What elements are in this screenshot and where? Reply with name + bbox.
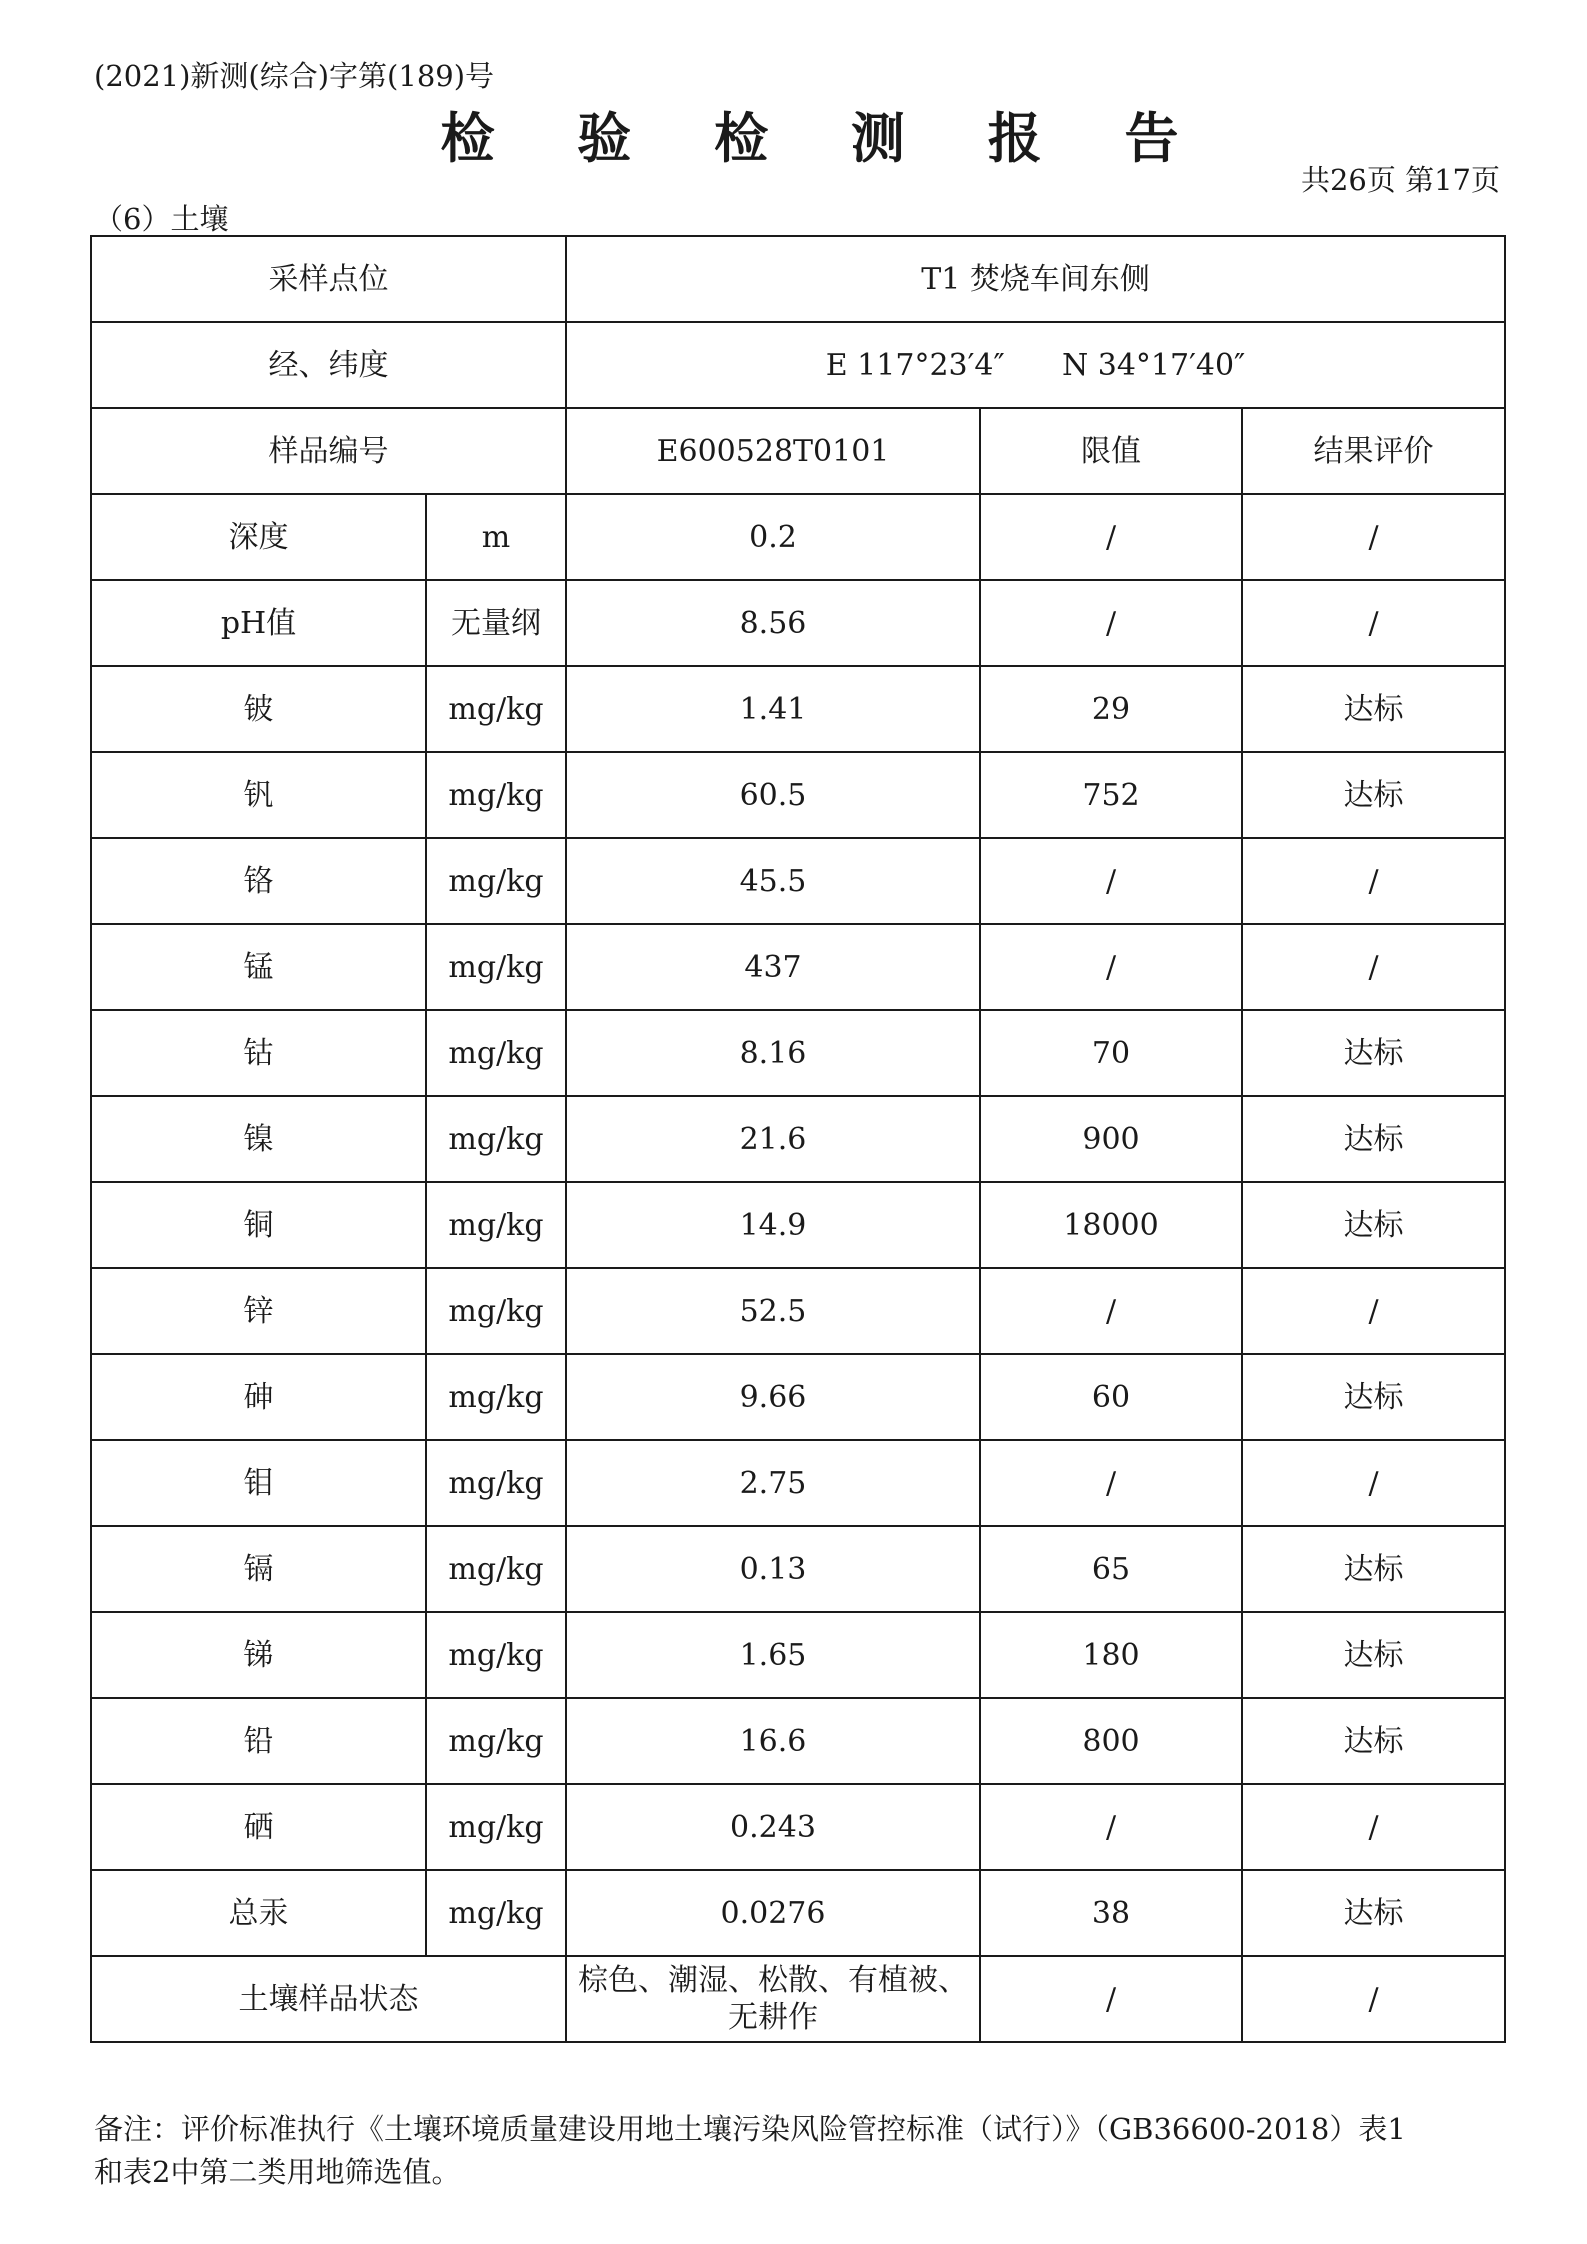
limit-value: 752 (980, 752, 1242, 838)
parameter-name: 锑 (91, 1612, 426, 1698)
parameter-name: 钒 (91, 752, 426, 838)
parameter-unit: mg/kg (426, 1010, 566, 1096)
limit-value: / (980, 580, 1242, 666)
limit-value: 900 (980, 1096, 1242, 1182)
parameter-name: 镍 (91, 1096, 426, 1182)
table-row (91, 1354, 1505, 1440)
evaluation-result: / (1242, 1268, 1505, 1354)
sample-id-value: E600528T0101 (566, 408, 980, 494)
sample-state-value: 棕色、潮湿、松散、有植被、无耕作 (566, 1956, 980, 2042)
parameter-name: 锰 (91, 924, 426, 1010)
evaluation-result: 达标 (1242, 1096, 1505, 1182)
parameter-unit: mg/kg (426, 1096, 566, 1182)
sample-state-label: 土壤样品状态 (91, 1956, 566, 2042)
measured-value: 21.6 (566, 1096, 980, 1182)
limit-value: 180 (980, 1612, 1242, 1698)
remarks-note: 备注：评价标准执行《土壤环境质量建设用地土壤污染风险管控标准（试行）》（GB36600-2018）表1和表2中第二类用地筛选值。 (94, 2112, 1406, 2189)
parameter-name: 镉 (91, 1526, 426, 1612)
measured-value: 52.5 (566, 1268, 980, 1354)
measured-value: 0.0276 (566, 1870, 980, 1956)
limit-header: 限值 (980, 408, 1242, 494)
measured-value: 437 (566, 924, 980, 1010)
limit-value: / (980, 838, 1242, 924)
limit-value: 800 (980, 1698, 1242, 1784)
parameter-name: 铍 (91, 666, 426, 752)
evaluation-result: 达标 (1242, 752, 1505, 838)
table-row (91, 838, 1505, 924)
parameter-unit: mg/kg (426, 838, 566, 924)
coordinates-value: E 117°23′4″ N 34°17′40″ (566, 322, 1505, 408)
parameter-name: 铜 (91, 1182, 426, 1268)
table-row (91, 1784, 1505, 1870)
table-row (91, 1010, 1505, 1096)
evaluation-result: / (1242, 838, 1505, 924)
measured-value: 9.66 (566, 1354, 980, 1440)
measured-value: 8.56 (566, 580, 980, 666)
result-header: 结果评价 (1242, 408, 1505, 494)
measured-value: 0.243 (566, 1784, 980, 1870)
table-row (91, 494, 1505, 580)
parameter-unit: mg/kg (426, 1784, 566, 1870)
parameter-name: 硒 (91, 1784, 426, 1870)
evaluation-result: / (1242, 924, 1505, 1010)
table-body (91, 236, 1505, 2042)
parameter-name: pH值 (91, 580, 426, 666)
parameter-unit: mg/kg (426, 1268, 566, 1354)
measured-value: 0.2 (566, 494, 980, 580)
measured-value: 8.16 (566, 1010, 980, 1096)
table-row (91, 1870, 1505, 1956)
parameter-unit: mg/kg (426, 1870, 566, 1956)
table-row (91, 924, 1505, 1010)
measured-value: 1.65 (566, 1612, 980, 1698)
evaluation-result: 达标 (1242, 1354, 1505, 1440)
parameter-name: 钴 (91, 1010, 426, 1096)
evaluation-result: 达标 (1242, 1010, 1505, 1096)
limit-value: / (980, 1784, 1242, 1870)
table-row (91, 1612, 1505, 1698)
report-title: 检 验 检 测 报 告 (440, 107, 1211, 170)
parameter-name: 砷 (91, 1354, 426, 1440)
limit-value: / (980, 1268, 1242, 1354)
table-row (91, 1268, 1505, 1354)
parameter-name: 总汞 (91, 1870, 426, 1956)
limit-value: 65 (980, 1526, 1242, 1612)
limit-value: 18000 (980, 1182, 1242, 1268)
table-row (91, 1698, 1505, 1784)
evaluation-result: / (1242, 580, 1505, 666)
limit-value: / (980, 494, 1242, 580)
parameter-name: 铅 (91, 1698, 426, 1784)
measured-value: 1.41 (566, 666, 980, 752)
measured-value: 45.5 (566, 838, 980, 924)
evaluation-result: 达标 (1242, 1526, 1505, 1612)
parameter-unit: mg/kg (426, 924, 566, 1010)
table-row (91, 1440, 1505, 1526)
sample-id-row (91, 408, 1505, 494)
evaluation-result: 达标 (1242, 1612, 1505, 1698)
coordinates-label: 经、纬度 (91, 322, 566, 408)
measured-value: 14.9 (566, 1182, 980, 1268)
sampling-point-value: T1 焚烧车间东侧 (566, 236, 1505, 322)
soil-results-table (90, 235, 1506, 2043)
parameter-unit: mg/kg (426, 1354, 566, 1440)
parameter-unit: mg/kg (426, 1182, 566, 1268)
limit-value: 70 (980, 1010, 1242, 1096)
evaluation-result: 达标 (1242, 1182, 1505, 1268)
limit-value: 29 (980, 666, 1242, 752)
parameter-unit: 无量纲 (426, 580, 566, 666)
parameter-unit: mg/kg (426, 752, 566, 838)
evaluation-result: 达标 (1242, 1698, 1505, 1784)
parameter-unit: mg/kg (426, 1612, 566, 1698)
sample-state-result: / (1242, 1956, 1505, 2042)
table-row (91, 1096, 1505, 1182)
measured-value: 16.6 (566, 1698, 980, 1784)
parameter-name: 深度 (91, 494, 426, 580)
sampling-point-label: 采样点位 (91, 236, 566, 322)
limit-value: / (980, 1440, 1242, 1526)
parameter-unit: mg/kg (426, 666, 566, 752)
measured-value: 2.75 (566, 1440, 980, 1526)
table-row (91, 752, 1505, 838)
parameter-unit: mg/kg (426, 1698, 566, 1784)
parameter-unit: mg/kg (426, 1440, 566, 1526)
coordinates-row (91, 322, 1505, 408)
sample-id-label: 样品编号 (91, 408, 566, 494)
evaluation-result: / (1242, 1784, 1505, 1870)
parameter-unit: mg/kg (426, 1526, 566, 1612)
table-row (91, 1526, 1505, 1612)
evaluation-result: 达标 (1242, 1870, 1505, 1956)
table-row (91, 580, 1505, 666)
section-title: （6）土壤 (94, 202, 229, 236)
sample-state-row (91, 1956, 1505, 2042)
parameter-unit: m (426, 494, 566, 580)
limit-value: 60 (980, 1354, 1242, 1440)
evaluation-result: / (1242, 494, 1505, 580)
measured-value: 60.5 (566, 752, 980, 838)
limit-value: / (980, 924, 1242, 1010)
parameter-name: 锌 (91, 1268, 426, 1354)
evaluation-result: / (1242, 1440, 1505, 1526)
evaluation-result: 达标 (1242, 666, 1505, 752)
page-indicator: 共26页 第17页 (1300, 163, 1500, 197)
parameter-name: 钼 (91, 1440, 426, 1526)
table-row (91, 666, 1505, 752)
table-row (91, 1182, 1505, 1268)
document-number: (2021)新测(综合)字第(189)号 (94, 59, 495, 93)
sample-state-limit: / (980, 1956, 1242, 2042)
parameter-name: 铬 (91, 838, 426, 924)
sampling-point-row (91, 236, 1505, 322)
measured-value: 0.13 (566, 1526, 980, 1612)
limit-value: 38 (980, 1870, 1242, 1956)
